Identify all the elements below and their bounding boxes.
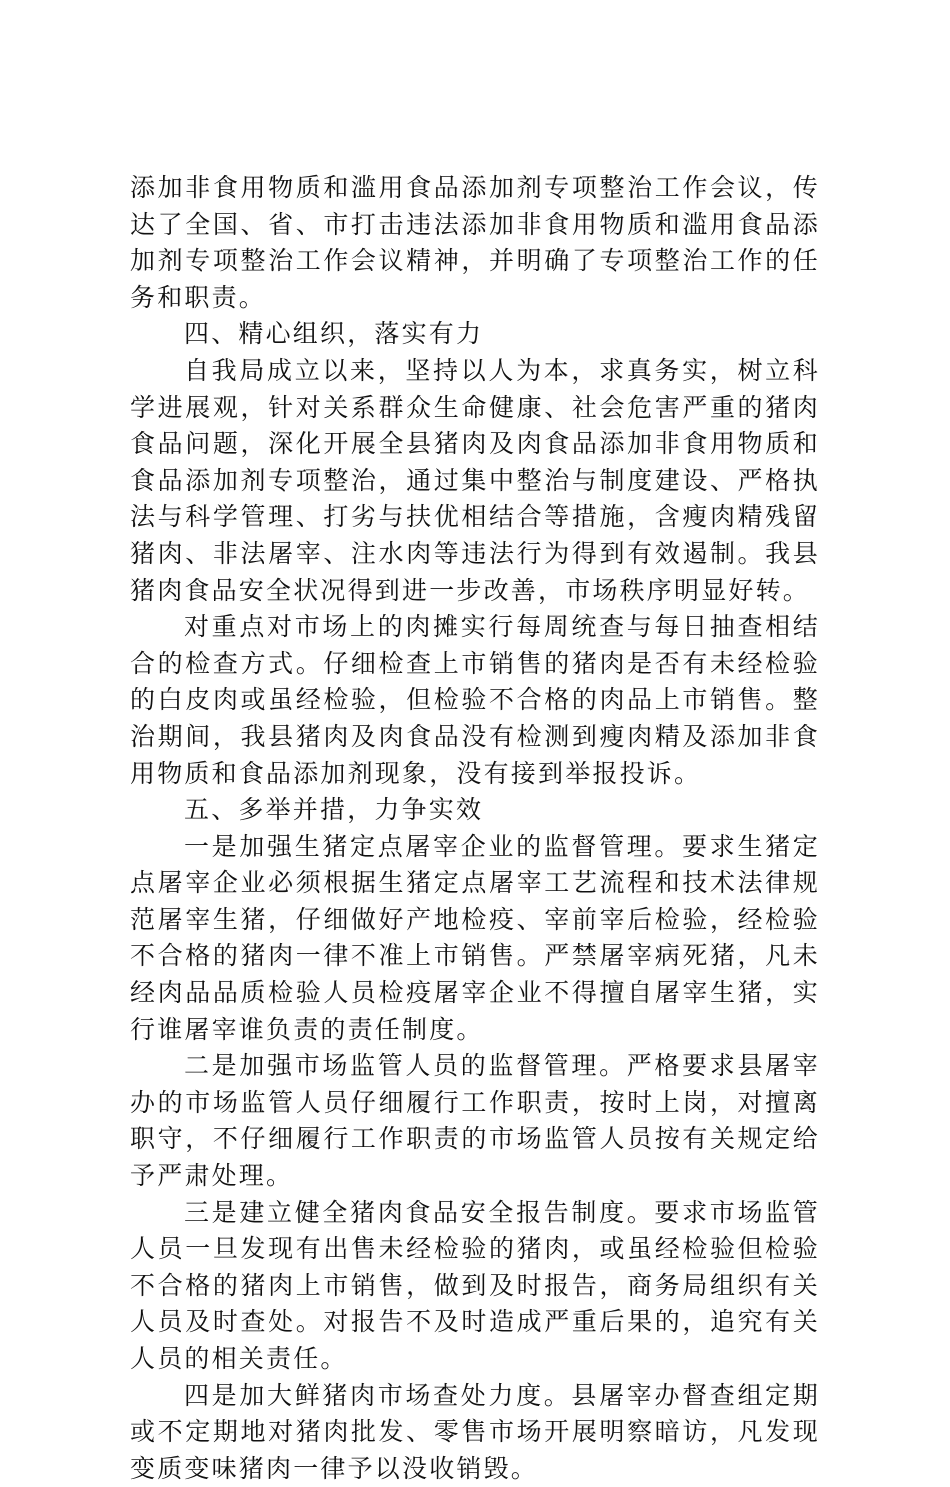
document-page — [130, 170, 820, 1487]
paragraph: 二是加强市场监管人员的监督管理。严格要求县屠宰办的市场监管人员仔细履行工作职责，按时上岗，对擅离职守，不仔细履行工作职责的市场监管人员按有关规定给予严肃处理。 — [130, 1051, 820, 1191]
paragraph-continuation: 添加非食用物质和滥用食品添加剂专项整治工作会议，传达了全国、省、市打击违法添加非食用物质和滥用食品添加剂专项整治工作会议精神，并明确了专项整治工作的任务和职责。 — [130, 173, 820, 312]
paragraph: 四是加大鲜猪肉市场查处力度。县屠宰办督查组定期或不定期地对猪肉批发、零售市场开展明察暗访，凡发现变质变味猪肉一律予以没收销毁。 — [130, 1380, 820, 1483]
section-heading-4: 四、精心组织，落实有力 — [184, 319, 484, 349]
paragraph: 对重点对市场上的肉摊实行每周统查与每日抽查相结合的检查方式。仔细检查上市销售的猪肉是否有未经检验的白皮肉或虽经检验，但检验不合格的肉品上市销售。整治期间，我县猪肉及肉食品没有检测到瘦肉精及添加非食用物质和食品添加剂现象，没有接到举报投诉。 — [130, 612, 820, 788]
paragraph: 一是加强生猪定点屠宰企业的监督管理。要求生猪定点屠宰企业必须根据生猪定点屠宰工艺流程和技术法律规范屠宰生猪，仔细做好产地检疫、宰前宰后检验，经检验不合格的猪肉一律不准上市销售。严禁屠宰病死猪，凡未经肉品品质检验人员检疫屠宰企业不得擅自屠宰生猪，实行谁屠宰谁负责的责任制度。 — [130, 831, 820, 1044]
paragraph: 三是建立健全猪肉食品安全报告制度。要求市场监管人员一旦发现有出售未经检验的猪肉，或虽经检验但检验不合格的猪肉上市销售，做到及时报告，商务局组织有关人员及时查处。对报告不及时造成严重后果的，追究有关人员的相关责任。 — [130, 1197, 820, 1373]
paragraph: 自我局成立以来，坚持以人为本，求真务实，树立科学进展观，针对关系群众生命健康、社会危害严重的猪肉食品问题，深化开展全县猪肉及肉食品添加非食用物质和食品添加剂专项整治，通过集中整治与制度建设、严格执法与科学管理、打劣与扶优相结合等措施，含瘦肉精残留猪肉、非法屠宰、注水肉等违法行为得到有效遏制。我县猪肉食品安全状况得到进一步改善，市场秩序明显好转。 — [130, 355, 820, 605]
section-heading-5: 五、多举并措，力争实效 — [184, 795, 484, 825]
